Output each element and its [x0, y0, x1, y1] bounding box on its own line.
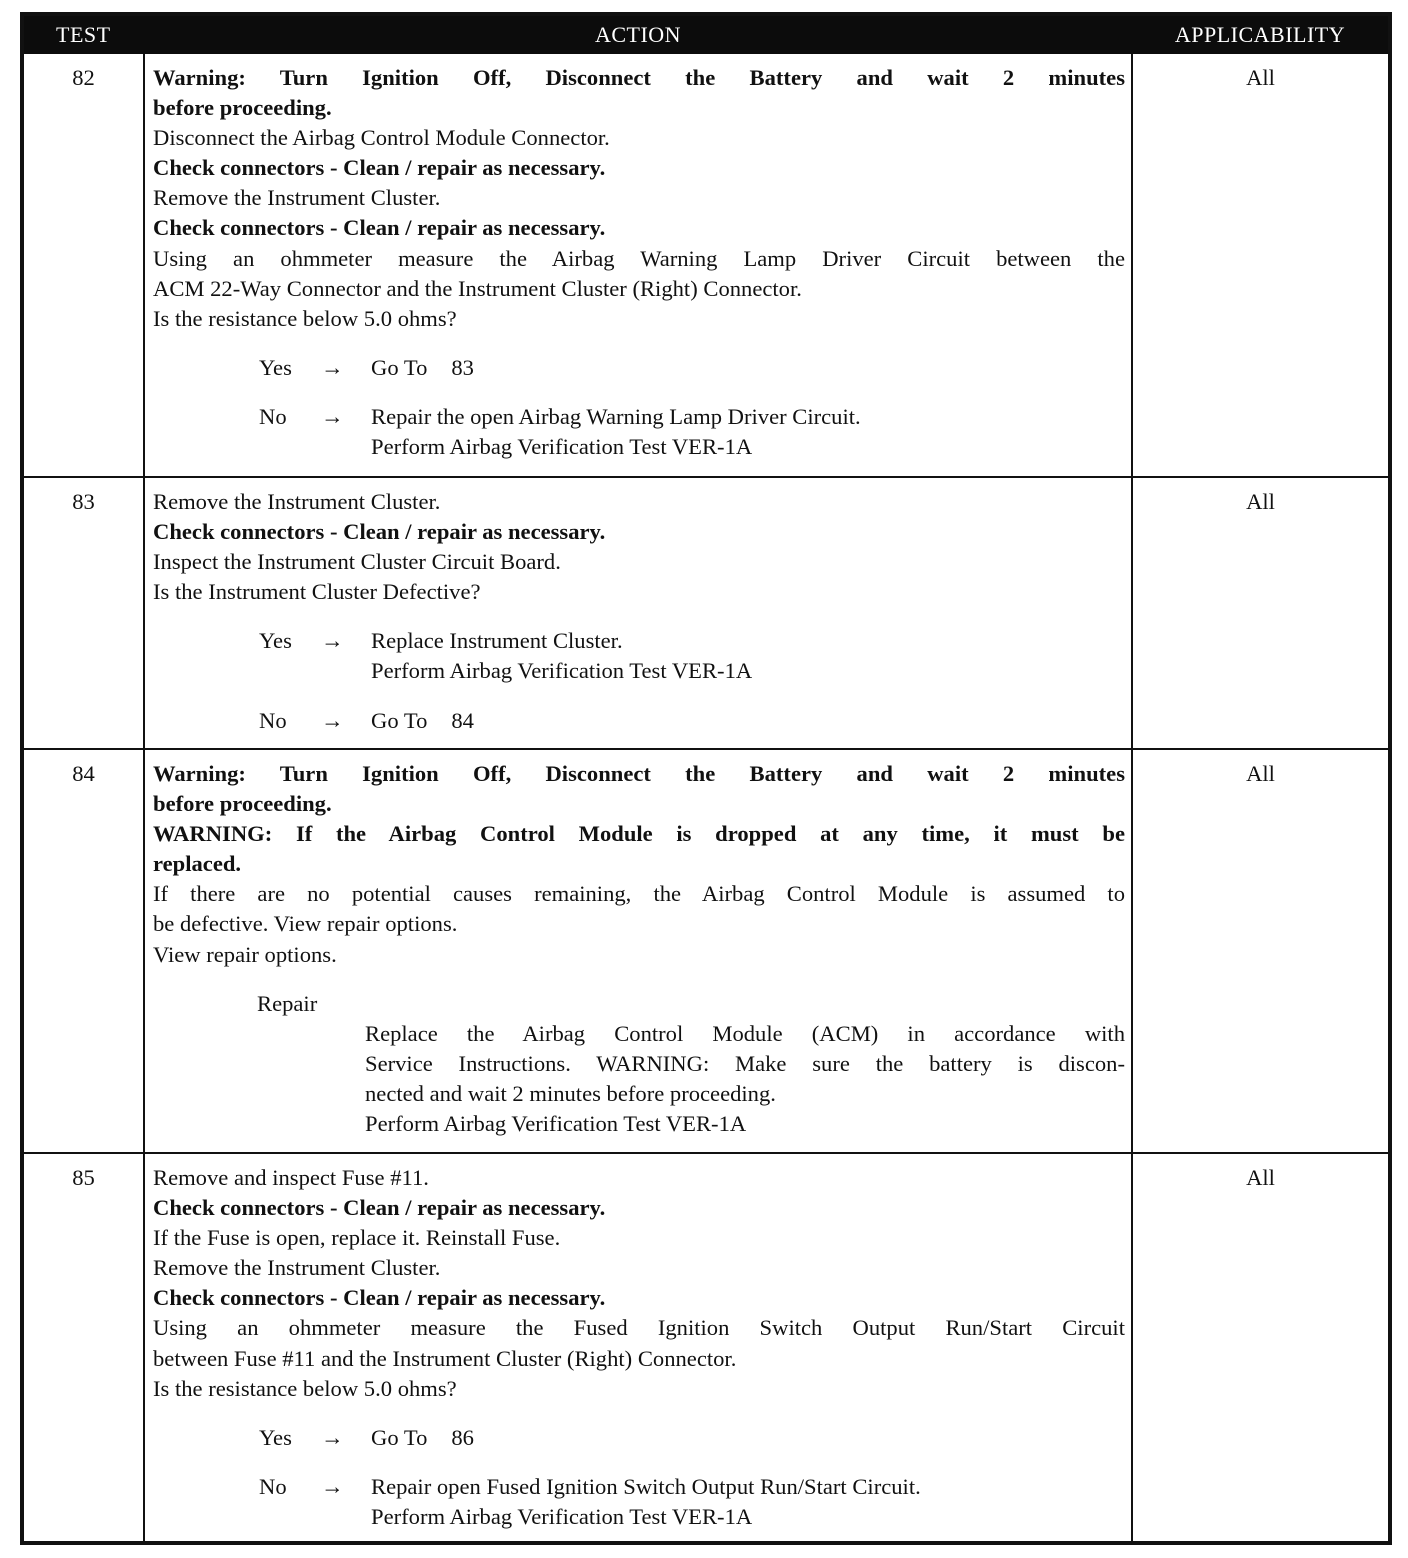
check-connectors-text: Check connectors - Clean / repair as necessary. [153, 215, 606, 241]
repair-instructions [153, 1019, 1125, 1139]
branch-result [371, 1423, 1125, 1453]
no-label: No [259, 1473, 287, 1499]
yes-branch [153, 626, 1125, 686]
step-text: Remove the Instrument Cluster. [153, 489, 441, 514]
applicability-value: All [1132, 749, 1390, 1153]
branch-result [371, 626, 1125, 686]
table-header-row [22, 14, 1390, 54]
repair-text: Service Instructions. WARNING: Make sure the battery is discon- [365, 1050, 1125, 1076]
step-text: Remove the Instrument Cluster. [153, 185, 441, 211]
goto-text: Go To [371, 707, 428, 733]
repair-text: Perform Airbag Verification Test VER-1A [365, 1111, 747, 1137]
no-label: No [259, 403, 287, 429]
diagnostic-test-table [20, 12, 1392, 1545]
check-connectors-text: Check connectors - Clean / repair as necessary. [153, 1195, 606, 1221]
header-action: ACTION [144, 14, 1132, 54]
step-text: If the Fuse is open, replace it. Reinstall Fuse. [153, 1225, 561, 1251]
check-connectors-text: Check connectors - Clean / repair as necessary. [153, 155, 606, 181]
yes-branch [153, 1423, 1125, 1453]
question-text: Is the resistance below 5.0 ohms? [153, 1375, 457, 1401]
step-text: Inspect the Instrument Cluster Circuit Board. [153, 549, 561, 575]
check-connectors-text: Check connectors - Clean / repair as necessary. [153, 1285, 606, 1311]
test-number: 82 [22, 54, 144, 477]
step-text: View repair options. [153, 941, 337, 967]
no-label: No [259, 707, 287, 733]
step-text: between Fuse #11 and the Instrument Cluster (Right) Connector. [153, 1345, 737, 1371]
step-text: Remove and inspect Fuse #11. [153, 1165, 429, 1190]
arrow-icon: → [321, 707, 344, 733]
arrow-icon: → [321, 1473, 344, 1499]
action-cell [144, 54, 1132, 477]
header-test: TEST [22, 14, 144, 54]
repair-text: Replace the Airbag Control Module (ACM) in accordance with [365, 1020, 1125, 1046]
question-text: Is the resistance below 5.0 ohms? [153, 305, 457, 331]
step-text: Using an ohmmeter measure the Fused Ignition Switch Output Run/Start Circuit [153, 1315, 1125, 1341]
warning-text: Warning: Turn Ignition Off, Disconnect the Battery and wait 2 minutes [153, 761, 1125, 786]
test-row-82 [22, 54, 1390, 477]
warning-text: Warning: Turn Ignition Off, Disconnect the Battery and wait 2 minutes [153, 65, 1125, 90]
step-text: ACM 22-Way Connector and the Instrument Cluster (Right) Connector. [153, 275, 802, 301]
test-number: 85 [22, 1153, 144, 1543]
arrow-icon: → [321, 628, 344, 654]
header-applicability: APPLICABILITY [1132, 14, 1390, 54]
result-text: Perform Airbag Verification Test VER-1A [371, 658, 753, 684]
yes-label: Yes [259, 1424, 292, 1450]
action-cell [144, 749, 1132, 1153]
yes-label: Yes [259, 354, 292, 380]
result-text: Perform Airbag Verification Test VER-1A [371, 434, 753, 460]
goto-target: 86 [451, 1424, 474, 1450]
warning-text: replaced. [153, 851, 242, 877]
result-text: Replace Instrument Cluster. [371, 628, 623, 654]
yes-label: Yes [259, 628, 292, 654]
action-cell [144, 477, 1132, 749]
step-text: Using an ohmmeter measure the Airbag Warning Lamp Driver Circuit between the [153, 245, 1125, 271]
warning-text: WARNING: If the Airbag Control Module is dropped at any time, it must be [153, 821, 1125, 847]
yes-branch [153, 353, 1125, 383]
arrow-icon: → [321, 403, 344, 429]
arrow-icon: → [321, 354, 344, 380]
applicability-value: All [1132, 54, 1390, 477]
goto-target: 83 [451, 354, 474, 380]
warning-text: before proceeding. [153, 95, 332, 121]
warning-text: before proceeding. [153, 791, 332, 817]
goto-target: 84 [451, 707, 474, 733]
step-text: Disconnect the Airbag Control Module Connector. [153, 125, 610, 151]
question-text: Is the Instrument Cluster Defective? [153, 579, 481, 605]
step-text: be defective. View repair options. [153, 911, 458, 937]
goto-text: Go To [371, 354, 428, 380]
test-number: 84 [22, 749, 144, 1153]
branch-result [371, 402, 1125, 462]
repair-label: Repair [257, 990, 318, 1016]
check-connectors-text: Check connectors - Clean / repair as necessary. [153, 519, 606, 545]
no-branch [153, 402, 1125, 462]
test-row-85 [22, 1153, 1390, 1543]
branch-result [371, 353, 1125, 383]
arrow-icon: → [321, 1424, 344, 1450]
action-cell [144, 1153, 1132, 1543]
result-text: Repair the open Airbag Warning Lamp Driver Circuit. [371, 403, 861, 429]
applicability-value: All [1132, 477, 1390, 749]
step-text: Remove the Instrument Cluster. [153, 1255, 441, 1281]
branch-result [371, 1472, 1125, 1532]
goto-text: Go To [371, 1424, 428, 1450]
diagnostic-procedure-page [20, 12, 1388, 1545]
applicability-value: All [1132, 1153, 1390, 1543]
step-text: If there are no potential causes remaining, the Airbag Control Module is assumed to [153, 881, 1125, 907]
test-row-83 [22, 477, 1390, 749]
no-branch [153, 1472, 1125, 1532]
no-branch [153, 706, 1125, 736]
repair-text: nected and wait 2 minutes before proceeding. [365, 1080, 776, 1106]
test-row-84 [22, 749, 1390, 1153]
branch-result [371, 706, 1125, 736]
result-text: Perform Airbag Verification Test VER-1A [371, 1503, 753, 1529]
result-text: Repair open Fused Ignition Switch Output Run/Start Circuit. [371, 1473, 921, 1499]
test-number: 83 [22, 477, 144, 749]
